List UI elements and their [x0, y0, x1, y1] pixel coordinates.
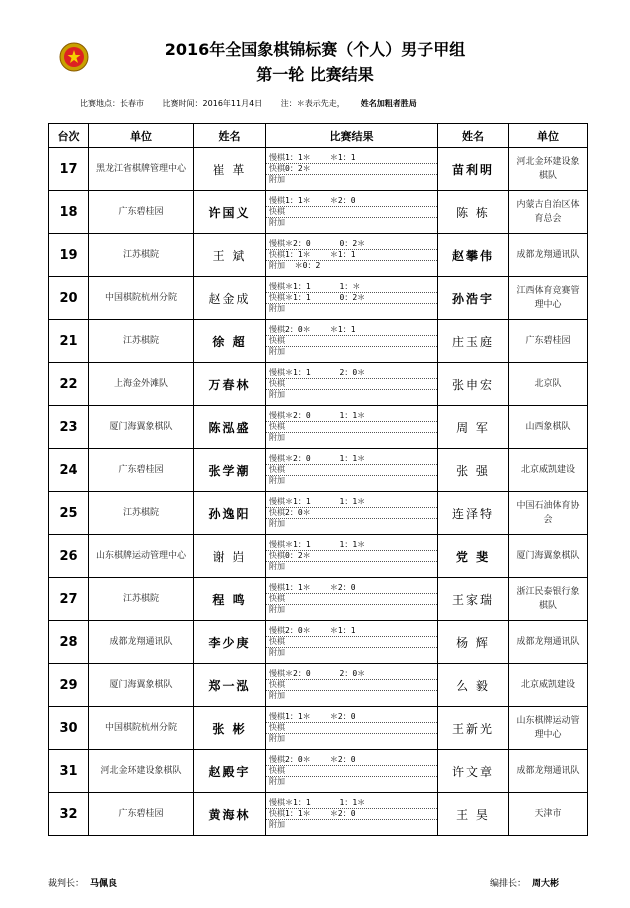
- unit-a: 厦门海翼象棋队: [89, 406, 194, 449]
- player-b: 党 斐: [438, 535, 509, 578]
- game-line: [266, 304, 437, 314]
- game-score: 1：1＊ ＊1：1: [285, 250, 356, 259]
- game-score: ＊1：1 1：＊: [285, 282, 361, 291]
- unit-a: 成都龙翔通讯队: [89, 621, 194, 664]
- game-score: ＊1：1 2：0＊: [285, 368, 366, 377]
- game-label: 慢棋: [269, 239, 285, 248]
- game-score: 0：2＊: [285, 164, 311, 173]
- player-b: 张申宏: [438, 363, 509, 406]
- unit-a: 广东碧桂园: [89, 793, 194, 836]
- note: 注：＊表示先走，: [280, 99, 345, 108]
- player-a: 王 斌: [194, 234, 266, 277]
- game-line: [266, 798, 437, 809]
- game-label: 快棋: [269, 336, 285, 345]
- game-line: [266, 411, 437, 422]
- game-line: [266, 433, 437, 443]
- game-score: 1：1＊ ＊2：0: [285, 809, 356, 818]
- game-line: [266, 755, 437, 766]
- scheduler-label: 编排长：: [490, 879, 527, 889]
- player-a: 孙逸阳: [194, 492, 266, 535]
- player-b: 许文章: [438, 750, 509, 793]
- player-b: 王新光: [438, 707, 509, 750]
- result-cell: [266, 191, 438, 234]
- game-line: [266, 594, 437, 605]
- game-label: 快棋: [269, 207, 285, 216]
- game-label: 快棋: [269, 293, 285, 302]
- result-cell: [266, 793, 438, 836]
- game-label: 快棋: [269, 379, 285, 388]
- result-cell: [266, 277, 438, 320]
- game-line: [266, 325, 437, 336]
- game-label: 慢棋: [269, 798, 285, 807]
- game-line: [266, 583, 437, 594]
- game-score: 1：1＊ ＊1：1: [285, 153, 356, 162]
- table-number: 32: [49, 793, 89, 836]
- game-line: [266, 519, 437, 529]
- table-row: [49, 320, 588, 363]
- game-label: 慢棋: [269, 583, 285, 592]
- game-score: ＊2：0 1：1＊: [285, 411, 366, 420]
- result-cell: [266, 363, 438, 406]
- unit-a: 广东碧桂园: [89, 191, 194, 234]
- player-a: 赵金成: [194, 277, 266, 320]
- unit-a: 河北金环建设象棋队: [89, 750, 194, 793]
- game-label: 慢棋: [269, 454, 285, 463]
- game-label: 附加: [269, 691, 285, 700]
- player-a: 徐 超: [194, 320, 266, 363]
- game-line: [266, 207, 437, 218]
- header-unit-a: 单位: [89, 124, 194, 148]
- result-cell: [266, 535, 438, 578]
- player-b: 么 毅: [438, 664, 509, 707]
- header-name-b: 姓名: [438, 124, 509, 148]
- table-row: [49, 492, 588, 535]
- game-label: 快棋: [269, 766, 285, 775]
- game-score: 2：0＊ ＊2：0: [285, 755, 356, 764]
- game-label: 快棋: [269, 551, 285, 560]
- player-b: 杨 辉: [438, 621, 509, 664]
- game-score: 1：1＊ ＊2：0: [285, 196, 356, 205]
- date: 比赛时间：2016年11月4日: [162, 99, 263, 108]
- game-line: [266, 153, 437, 164]
- table-number: 24: [49, 449, 89, 492]
- game-label: 快棋: [269, 508, 285, 517]
- game-label: 附加: [269, 304, 285, 313]
- game-line: [266, 250, 437, 261]
- result-cell: [266, 578, 438, 621]
- table-row: [49, 234, 588, 277]
- unit-a: 中国棋院杭州分院: [89, 707, 194, 750]
- page-subtitle: 第一轮 比赛结果: [256, 65, 374, 84]
- header-unit-b: 单位: [509, 124, 588, 148]
- table-number: 28: [49, 621, 89, 664]
- scheduler: [490, 876, 559, 889]
- table-row: [49, 363, 588, 406]
- game-line: [266, 551, 437, 562]
- player-a: 万春林: [194, 363, 266, 406]
- game-score: ＊1：1 0：2＊: [285, 293, 366, 302]
- game-label: 慢棋: [269, 196, 285, 205]
- unit-a: 江苏棋院: [89, 320, 194, 363]
- game-score: ＊0：2: [285, 261, 321, 270]
- result-cell: [266, 320, 438, 363]
- unit-b: 内蒙古自治区体育总会: [509, 191, 588, 234]
- game-line: [266, 562, 437, 572]
- table-row: [49, 578, 588, 621]
- table-row: [49, 148, 588, 191]
- table-number: 18: [49, 191, 89, 234]
- game-score: ＊1：1 1：1＊: [285, 540, 366, 549]
- player-a: 陈泓盛: [194, 406, 266, 449]
- meta-line: [80, 98, 433, 109]
- game-label: 附加: [269, 605, 285, 614]
- game-score: 2：0＊: [285, 508, 311, 517]
- game-label: 快棋: [269, 680, 285, 689]
- game-label: 附加: [269, 777, 285, 786]
- referee-label: 裁判长：: [48, 879, 85, 889]
- player-a: 黄海林: [194, 793, 266, 836]
- unit-a: 上海金外滩队: [89, 363, 194, 406]
- game-label: 附加: [269, 519, 285, 528]
- game-line: [266, 368, 437, 379]
- unit-a: 中国棋院杭州分院: [89, 277, 194, 320]
- result-cell: [266, 750, 438, 793]
- table-row: [49, 793, 588, 836]
- unit-b: 北京队: [509, 363, 588, 406]
- game-score: 2：0＊ ＊1：1: [285, 626, 356, 635]
- game-line: [266, 196, 437, 207]
- game-label: 快棋: [269, 723, 285, 732]
- table-number: 29: [49, 664, 89, 707]
- player-b: 庄玉庭: [438, 320, 509, 363]
- unit-b: 北京威凯建设: [509, 449, 588, 492]
- unit-b: 江西体育竞赛管理中心: [509, 277, 588, 320]
- unit-a: 江苏棋院: [89, 234, 194, 277]
- venue: 比赛地点：长春市: [80, 99, 144, 108]
- game-line: [266, 336, 437, 347]
- game-line: [266, 476, 437, 486]
- unit-b: 天津市: [509, 793, 588, 836]
- table-number: 21: [49, 320, 89, 363]
- table-row: [49, 621, 588, 664]
- table-number: 27: [49, 578, 89, 621]
- unit-a: 黑龙江省棋牌管理中心: [89, 148, 194, 191]
- unit-a: 江苏棋院: [89, 492, 194, 535]
- game-line: [266, 637, 437, 648]
- unit-b: 河北金环建设象棋队: [509, 148, 588, 191]
- player-b: 王家瑞: [438, 578, 509, 621]
- unit-a: 厦门海翼象棋队: [89, 664, 194, 707]
- table-row: [49, 277, 588, 320]
- game-line: [266, 497, 437, 508]
- result-cell: [266, 621, 438, 664]
- game-label: 附加: [269, 175, 285, 184]
- game-line: [266, 282, 437, 293]
- game-label: 附加: [269, 820, 285, 829]
- table-row: [49, 664, 588, 707]
- player-a: 李少庚: [194, 621, 266, 664]
- game-label: 附加: [269, 218, 285, 227]
- game-line: [266, 175, 437, 185]
- result-cell: [266, 406, 438, 449]
- game-line: [266, 390, 437, 400]
- game-label: 快棋: [269, 465, 285, 474]
- game-line: [266, 465, 437, 476]
- table-number: 17: [49, 148, 89, 191]
- unit-b: 浙江民泰银行象棋队: [509, 578, 588, 621]
- player-b: 周 军: [438, 406, 509, 449]
- game-line: [266, 809, 437, 820]
- player-b: 苗利明: [438, 148, 509, 191]
- unit-b: 成都龙翔通讯队: [509, 234, 588, 277]
- result-cell: [266, 707, 438, 750]
- game-score: ＊1：1 1：1＊: [285, 497, 366, 506]
- game-label: 快棋: [269, 422, 285, 431]
- player-a: 郑一泓: [194, 664, 266, 707]
- player-b: 张 强: [438, 449, 509, 492]
- game-score: 1：1＊ ＊2：0: [285, 583, 356, 592]
- header-name-a: 姓名: [194, 124, 266, 148]
- game-line: [266, 777, 437, 787]
- table-number: 26: [49, 535, 89, 578]
- game-line: [266, 605, 437, 615]
- game-line: [266, 347, 437, 357]
- result-cell: [266, 492, 438, 535]
- game-label: 慢棋: [269, 153, 285, 162]
- referee: [48, 876, 117, 889]
- game-line: [266, 379, 437, 390]
- table-header-row: [49, 124, 588, 148]
- game-label: 慢棋: [269, 411, 285, 420]
- game-label: 快棋: [269, 164, 285, 173]
- unit-b: 成都龙翔通讯队: [509, 621, 588, 664]
- game-label: 附加: [269, 734, 285, 743]
- game-score: ＊2：0 1：1＊: [285, 454, 366, 463]
- game-label: 慢棋: [269, 325, 285, 334]
- game-score: 2：0＊ ＊1：1: [285, 325, 356, 334]
- unit-b: 中国石油体育协会: [509, 492, 588, 535]
- game-score: ＊1：1 1：1＊: [285, 798, 366, 807]
- game-label: 慢棋: [269, 540, 285, 549]
- table-number: 25: [49, 492, 89, 535]
- game-line: [266, 422, 437, 433]
- game-label: 快棋: [269, 637, 285, 646]
- unit-b: 山东棋牌运动管理中心: [509, 707, 588, 750]
- game-label: 附加: [269, 433, 285, 442]
- player-a: 许国义: [194, 191, 266, 234]
- table-number: 19: [49, 234, 89, 277]
- game-score: ＊2：0 2：0＊: [285, 669, 366, 678]
- game-label: 附加: [269, 562, 285, 571]
- table-row: [49, 535, 588, 578]
- player-a: 赵殿宇: [194, 750, 266, 793]
- table-row: [49, 191, 588, 234]
- game-label: 附加: [269, 347, 285, 356]
- game-line: [266, 712, 437, 723]
- result-cell: [266, 449, 438, 492]
- page-title: 2016年全国象棋锦标赛（个人）男子甲组: [164, 40, 466, 59]
- game-line: [266, 723, 437, 734]
- result-cell: [266, 148, 438, 191]
- table-number: 30: [49, 707, 89, 750]
- unit-a: 山东棋牌运动管理中心: [89, 535, 194, 578]
- unit-a: 江苏棋院: [89, 578, 194, 621]
- game-label: 慢棋: [269, 712, 285, 721]
- results-table: [48, 123, 588, 836]
- game-score: 1：1＊ ＊2：0: [285, 712, 356, 721]
- player-b: 连泽特: [438, 492, 509, 535]
- game-score: ＊2：0 0：2＊: [285, 239, 366, 248]
- table-number: 31: [49, 750, 89, 793]
- game-label: 快棋: [269, 809, 285, 818]
- result-cell: [266, 664, 438, 707]
- game-label: 快棋: [269, 594, 285, 603]
- game-label: 慢棋: [269, 282, 285, 291]
- game-line: [266, 218, 437, 228]
- game-line: [266, 626, 437, 637]
- game-line: [266, 680, 437, 691]
- player-a: 张 彬: [194, 707, 266, 750]
- player-b: 陈 栋: [438, 191, 509, 234]
- unit-b: 北京威凯建设: [509, 664, 588, 707]
- game-label: 慢棋: [269, 755, 285, 764]
- game-label: 快棋: [269, 250, 285, 259]
- game-score: 0：2＊: [285, 551, 311, 560]
- game-line: [266, 164, 437, 175]
- unit-b: 广东碧桂园: [509, 320, 588, 363]
- game-line: [266, 648, 437, 658]
- player-b: 赵攀伟: [438, 234, 509, 277]
- game-label: 慢棋: [269, 368, 285, 377]
- game-line: [266, 508, 437, 519]
- game-line: [266, 293, 437, 304]
- table-number: 22: [49, 363, 89, 406]
- game-line: [266, 454, 437, 465]
- note-bold: 姓名加粗者胜局: [360, 99, 417, 108]
- game-line: [266, 540, 437, 551]
- game-label: 慢棋: [269, 497, 285, 506]
- header-table-no: 台次: [49, 124, 89, 148]
- table-row: [49, 449, 588, 492]
- player-a: 崔 革: [194, 148, 266, 191]
- game-label: 附加: [269, 261, 285, 270]
- game-label: 附加: [269, 648, 285, 657]
- game-line: [266, 691, 437, 701]
- unit-b: 成都龙翔通讯队: [509, 750, 588, 793]
- unit-b: 山西象棋队: [509, 406, 588, 449]
- table-row: [49, 707, 588, 750]
- player-a: 张学潮: [194, 449, 266, 492]
- game-line: [266, 669, 437, 680]
- unit-a: 广东碧桂园: [89, 449, 194, 492]
- game-label: 慢棋: [269, 669, 285, 678]
- table-row: [49, 750, 588, 793]
- game-line: [266, 734, 437, 744]
- player-a: 谢 岿: [194, 535, 266, 578]
- game-line: [266, 820, 437, 830]
- player-b: 王 昊: [438, 793, 509, 836]
- game-line: [266, 766, 437, 777]
- game-label: 附加: [269, 390, 285, 399]
- game-line: [266, 239, 437, 250]
- table-number: 23: [49, 406, 89, 449]
- scheduler-name: 周大彬: [532, 879, 560, 889]
- unit-b: 厦门海翼象棋队: [509, 535, 588, 578]
- result-cell: [266, 234, 438, 277]
- table-number: 20: [49, 277, 89, 320]
- header-result: 比赛结果: [266, 124, 438, 148]
- game-label: 附加: [269, 476, 285, 485]
- referee-name: 马佩良: [90, 879, 118, 889]
- player-b: 孙浩宇: [438, 277, 509, 320]
- player-a: 程 鸣: [194, 578, 266, 621]
- table-row: [49, 406, 588, 449]
- game-line: [266, 261, 437, 271]
- game-label: 慢棋: [269, 626, 285, 635]
